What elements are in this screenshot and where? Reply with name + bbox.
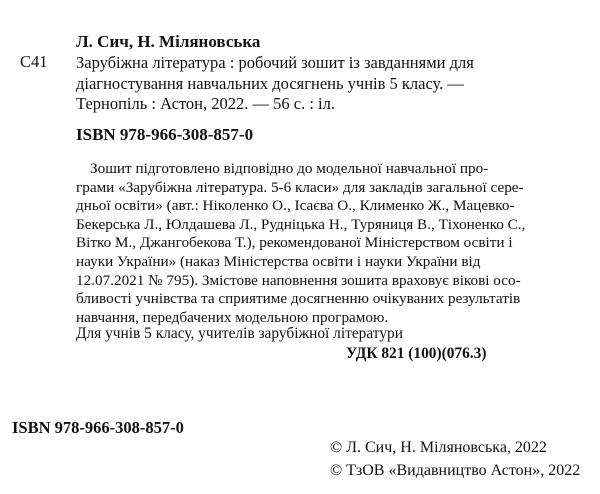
copyright-authors: © Л. Сич, Н. Міляновська, 2022 <box>330 439 547 456</box>
annotation-line: дньої освіти» (авт.: Ніколенко О., Ісаєва О., Клименко Ж., Мацевко- <box>76 197 515 215</box>
udk-code: УДК 821 (100)(076.3) <box>346 345 487 362</box>
catalog-code: С41 <box>20 52 48 71</box>
isbn-bottom: ISBN 978-966-308-857-0 <box>12 418 184 437</box>
annotation-line: Вітко М., Джангобекова Т.), рекомендованої Міністерством освіти і <box>76 234 513 252</box>
annotation <box>76 160 526 327</box>
authors: Л. Сич, Н. Міляновська <box>76 32 261 51</box>
annotation-line: 12.07.2021 № 795). Змістове наповнення зошита враховує вікові осо- <box>76 271 521 289</box>
isbn-top: ISBN 978-966-308-857-0 <box>76 125 254 144</box>
bibliography-line: Зарубіжна література : робочий зошит із завданнями для <box>76 53 474 72</box>
bibliography-line: Тернопіль : Астон, 2022. — 56 с. : іл. <box>76 94 335 113</box>
copyright-publisher: © ТзОВ «Видавництво Астон», 2022 <box>330 462 581 479</box>
annotation-line: науки України» (наказ Міністерства освіти і науки України від <box>76 252 481 270</box>
bibliography-line: діагностування навчальних досягнень учнів 5 класу. — <box>76 73 464 93</box>
annotation-line: Бекерська Л., Юлдашева Л., Рудніцька Н., Туряниця В., Тіхоненко С., <box>76 215 526 233</box>
annotation-line: Зошит підготовлено відповідно до модельної навчальної про- <box>90 160 489 177</box>
bibliographic-description <box>76 53 474 115</box>
annotation-line: навчання, передбачених модельною програмою. <box>76 308 389 326</box>
audience: Для учнів 5 класу, учителів зарубіжної літератури <box>76 325 403 342</box>
annotation-line: грами «Зарубіжна література. 5-6 класи» для закладів загальної сере- <box>76 178 524 196</box>
annotation-line: бливості учнівства та сприятиме досягненню очікуваних результатів <box>76 290 521 308</box>
